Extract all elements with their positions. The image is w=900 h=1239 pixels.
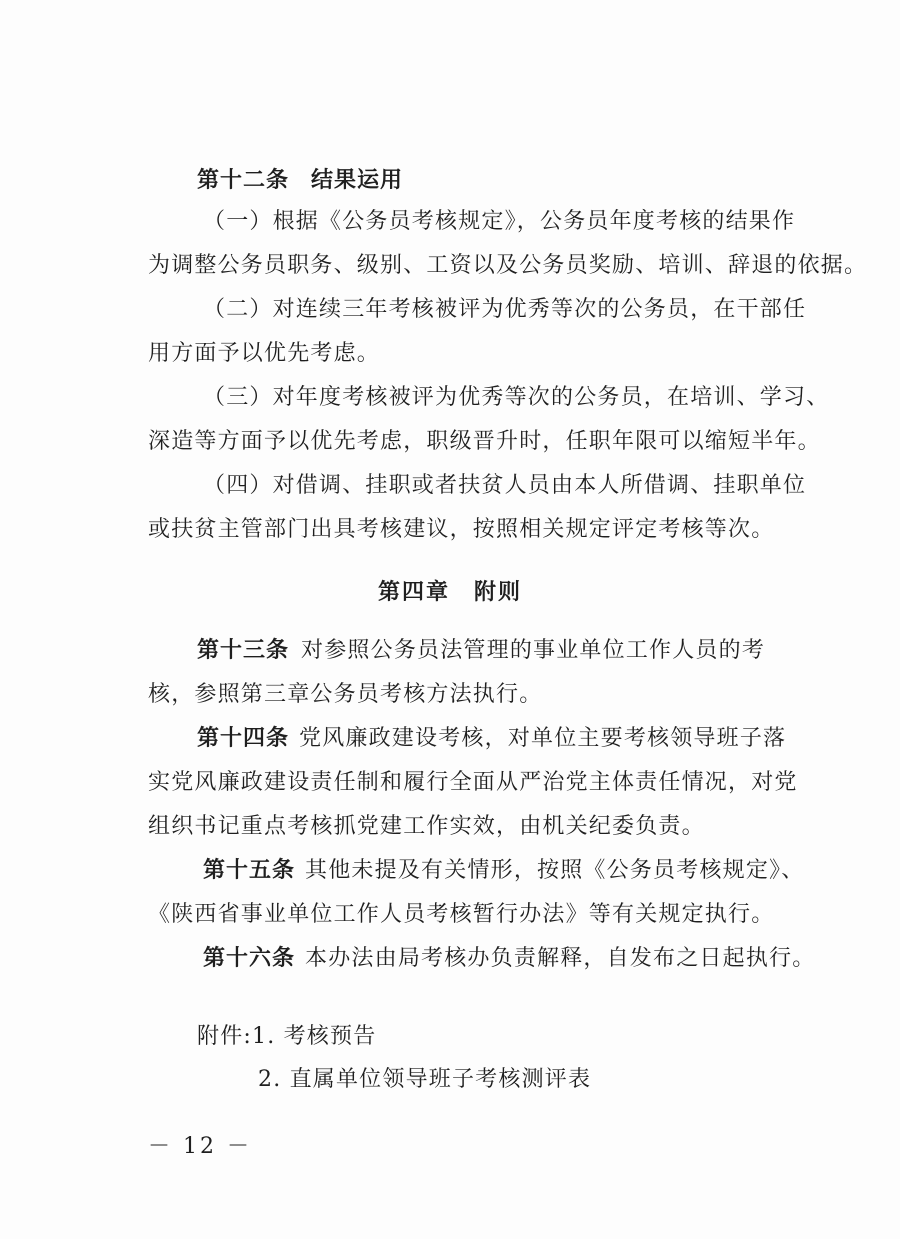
article-15-line2: 《陕西省事业单位工作人员考核暂行办法》等有关规定执行。 bbox=[148, 902, 775, 927]
page-number: － 12 － bbox=[148, 1134, 252, 1159]
article-14-label: 第十四条 bbox=[197, 726, 290, 751]
article-12-label: 第十二条 bbox=[197, 168, 290, 193]
article-15-line1 bbox=[203, 856, 804, 886]
article-12-p4-line1: （四）对借调、挂职或者扶贫人员由本人所借调、挂职单位 bbox=[203, 473, 807, 498]
article-12-p2-line2: 用方面予以优先考虑。 bbox=[148, 341, 381, 366]
attachment-item-2: 2. 直属单位领导班子考核测评表 bbox=[258, 1067, 592, 1092]
article-12-p4-line2: 或扶贫主管部门出具考核建议，按照相关规定评定考核等次。 bbox=[148, 517, 775, 542]
article-15-text1: 其他未提及有关情形，按照《公务员考核规定》、 bbox=[305, 858, 805, 883]
article-12-p1-line2: 为调整公务员职务、级别、工资以及公务员奖励、培训、辞退的依据。 bbox=[148, 253, 868, 278]
article-13-line2: 核，参照第三章公务员考核方法执行。 bbox=[148, 682, 543, 707]
chapter-4-heading: 第四章 附则 bbox=[377, 580, 522, 605]
article-14-line1 bbox=[197, 724, 786, 754]
attachment-item-1: 1. 考核预告 bbox=[252, 1024, 377, 1049]
article-12-p1-line1: （一）根据《公务员考核规定》，公务员年度考核的结果作 bbox=[203, 209, 796, 234]
attachments-label: 附件: bbox=[197, 1024, 253, 1049]
article-16-text1: 本办法由局考核办负责解释，自发布之日起执行。 bbox=[305, 946, 816, 971]
article-16-line1 bbox=[203, 944, 815, 974]
article-12-p3-line2: 深造等方面予以优先考虑，职级晋升时，任职年限可以缩短半年。 bbox=[148, 429, 821, 454]
article-15-label: 第十五条 bbox=[203, 858, 296, 883]
article-13-label: 第十三条 bbox=[197, 638, 290, 663]
article-12-p2-line1: （二）对连续三年考核被评为优秀等次的公务员，在干部任 bbox=[203, 297, 807, 322]
article-14-line3: 组织书记重点考核抓党建工作实效，由机关纪委负责。 bbox=[148, 814, 705, 839]
article-13-line1 bbox=[197, 636, 765, 666]
article-16-label: 第十六条 bbox=[203, 946, 296, 971]
attachments-line1 bbox=[197, 1022, 376, 1052]
article-14-line2: 实党风廉政建设责任制和履行全面从严治党主体责任情况，对党 bbox=[148, 770, 798, 795]
article-12-p3-line1: （三）对年度考核被评为优秀等次的公务员，在培训、学习、 bbox=[203, 385, 830, 410]
article-13-text1: 对参照公务员法管理的事业单位工作人员的考 bbox=[301, 638, 766, 663]
article-12-heading bbox=[197, 166, 403, 196]
article-12-title: 结果运用 bbox=[311, 168, 404, 193]
article-14-text1: 党风廉政建设考核，对单位主要考核领导班子落 bbox=[299, 726, 787, 751]
